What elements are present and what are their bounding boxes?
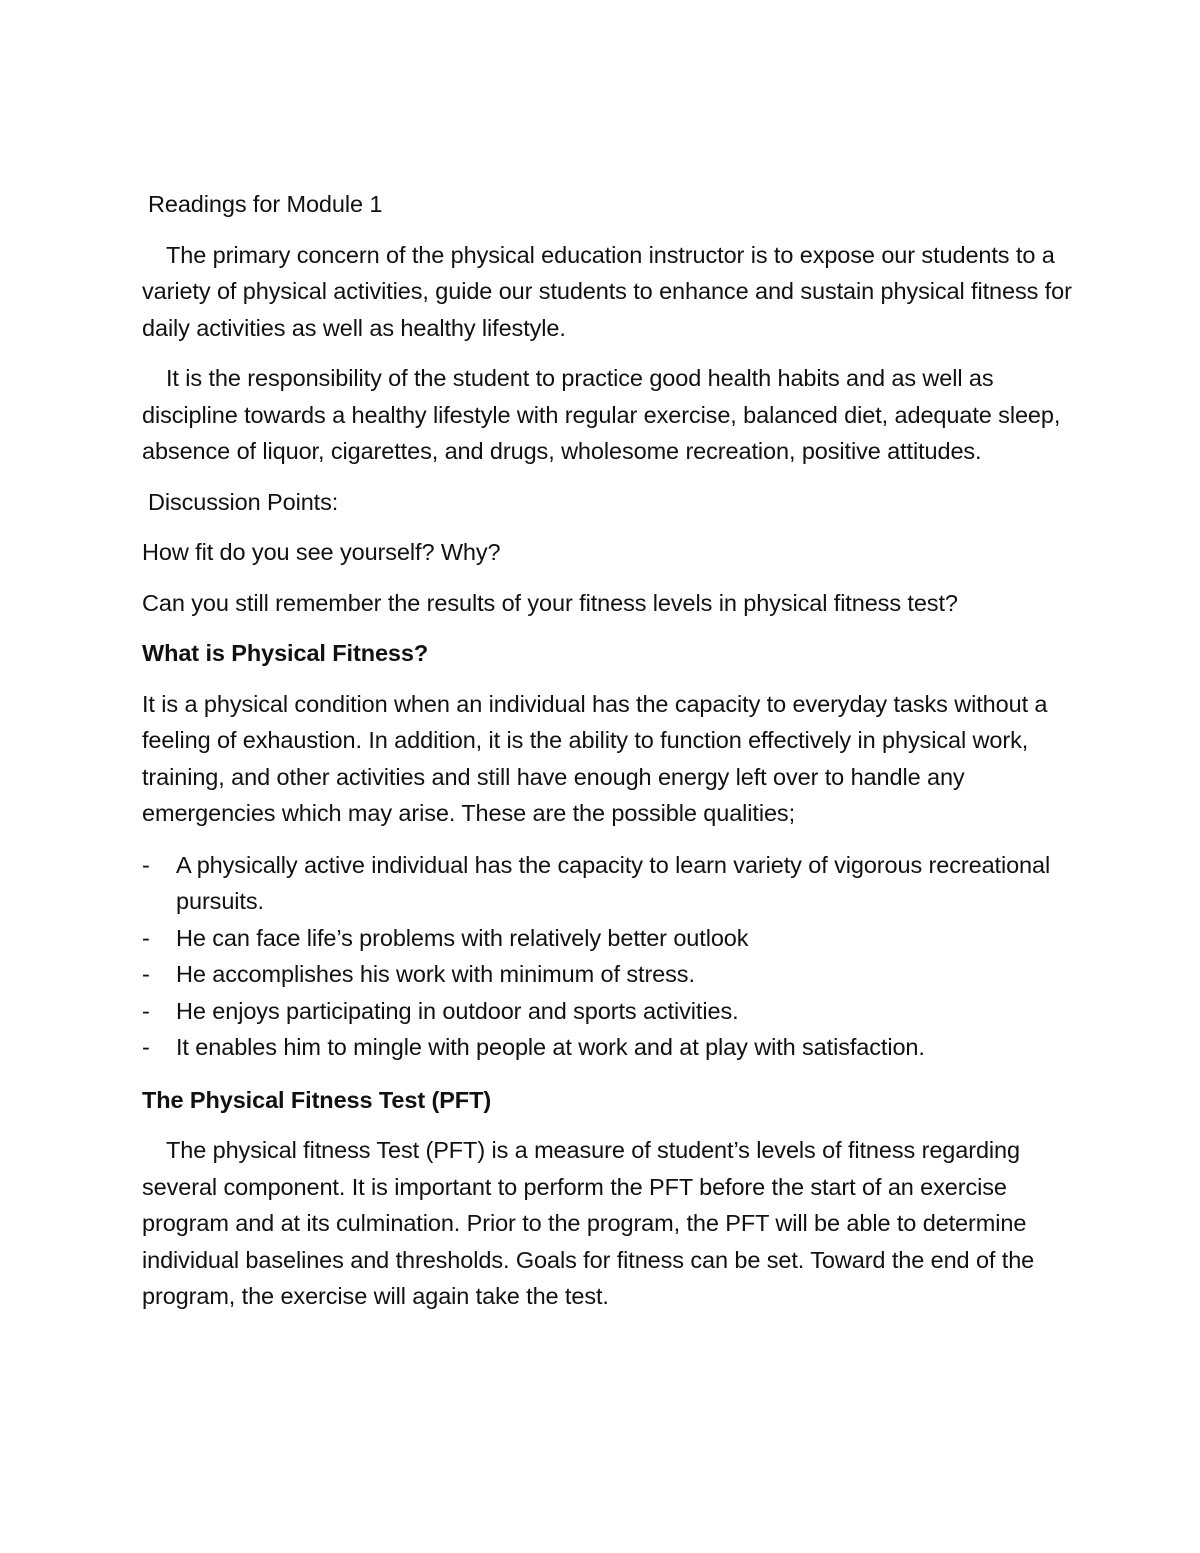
- physical-fitness-body: It is a physical condition when an individual has the capacity to everyday tasks without a feeling of exhaustion. In addition, it is the ability to function effectively in physical work, training, and other activities and still have enough energy left over to handle any emergencies which may arise. These are the possible qualities;: [142, 690, 1048, 826]
- discussion-question-2: Can you still remember the results of your fitness levels in physical fitness test?: [142, 589, 958, 616]
- intro-paragraph-1: The primary concern of the physical education instructor is to expose our students to a variety of physical activities, guide our students to enhance and sustain physical fitness for daily activities as well as healthy lifestyle.: [142, 241, 1072, 341]
- list-item-text: He can face life’s problems with relatively better outlook: [176, 924, 749, 951]
- section-heading-pft: The Physical Fitness Test (PFT): [142, 1086, 492, 1113]
- discussion-points-label: Discussion Points:: [148, 488, 339, 515]
- list-item: [142, 920, 1082, 957]
- section-heading-physical-fitness: What is Physical Fitness?: [142, 640, 429, 666]
- pft-body: The physical fitness Test (PFT) is a measure of student’s levels of fitness regarding several component. It is important to perform the PFT before the start of an exercise program and at its culmination. Prior to the program, the PFT will be able to determine individual baselines and thresholds. Goals for fitness can be set. Toward the end of the program, the exercise will again take the test.: [142, 1137, 1035, 1309]
- list-item: [142, 847, 1082, 920]
- discussion-question-1: How fit do you see yourself? Why?: [142, 539, 501, 565]
- qualities-list: [142, 847, 1082, 1066]
- dash-bullet-icon: -: [142, 924, 150, 951]
- list-item-text: A physically active individual has the capacity to learn variety of vigorous recreational pursuits.: [176, 851, 1051, 914]
- list-item: [142, 993, 1082, 1030]
- list-item: [142, 1029, 1082, 1066]
- dash-bullet-icon: -: [142, 1034, 150, 1060]
- dash-bullet-icon: -: [142, 997, 150, 1024]
- list-item-text: He enjoys participating in outdoor and sports activities.: [176, 997, 739, 1024]
- intro-paragraph-2: It is the responsibility of the student to practice good health habits and as well as discipline towards a healthy lifestyle with regular exercise, balanced diet, adequate sleep, absence of liquor, cigarettes, and drugs, wholesome recreation, positive attitudes.: [142, 365, 1061, 464]
- document-title: Readings for Module 1: [148, 191, 383, 217]
- list-item-text: It enables him to mingle with people at work and at play with satisfaction.: [176, 1034, 925, 1060]
- list-item-text: He accomplishes his work with minimum of stress.: [176, 961, 695, 987]
- document-page: [142, 186, 1082, 1315]
- dash-bullet-icon: -: [142, 851, 150, 878]
- list-item: [142, 956, 1082, 993]
- dash-bullet-icon: -: [142, 961, 150, 987]
